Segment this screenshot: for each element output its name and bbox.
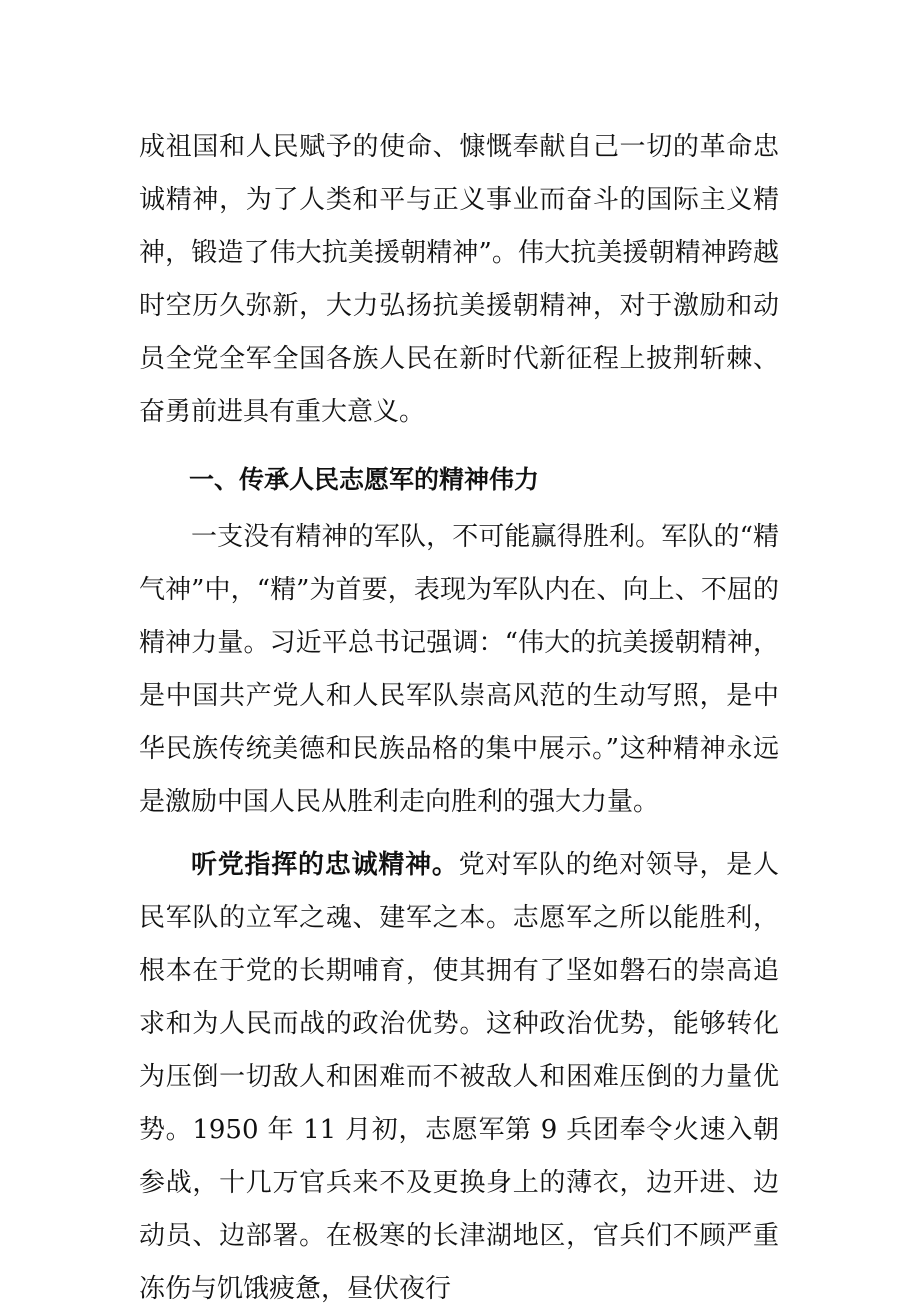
paragraph-3-lead: 听党指挥的忠诚精神。 <box>191 850 459 880</box>
document-body <box>139 121 779 1316</box>
section-heading-1: 一、传承人民志愿军的精神伟力 <box>189 465 540 494</box>
paragraph-1: 成祖国和人民赋予的使命、慷慨奉献自己一切的革命忠诚精神，为了人类和平与正义事业而奋斗的国际主义精神，锻造了伟大抗美援朝精神”。伟大抗美援朝精神跨越时空历久弥新，大力弘扬抗美援朝精神，对于激励和动员全党全军全国各族人民在新时代新征程上披荆斩棘、奋勇前进具有重大意义。 <box>139 132 779 427</box>
paragraph-3 <box>139 839 779 1316</box>
paragraph-3-body: 党对军队的绝对领导，是人民军队的立军之魂、建军之本。志愿军之所以能胜利，根本在于党的长期哺育，使其拥有了坚如磐石的崇高追求和为人民而战的政治优势。这种政治优势，能够转化为压倒一切敌人和困难而不被敌人和困难压倒的力量优势。1950 年 11 月初，志愿军第 9 兵团奉令火速入朝参战，十几万官兵来不及更换身上的薄衣，边开进、边动员、边部署。在极寒的长津湖地区，官兵们不顾严重冻伤与饥饿疲惫，昼伏夜行 <box>139 850 779 1304</box>
paragraph-2: 一支没有精神的军队，不可能赢得胜利。军队的“精气神”中，“精”为首要，表现为军队内在、向上、不屈的精神力量。习近平总书记强调：“伟大的抗美援朝精神，是中国共产党人和人民军队崇高风范的生动写照，是中华民族传统美德和民族品格的集中展示。”这种精神永远是激励中国人民从胜利走向胜利的强大力量。 <box>139 522 779 817</box>
